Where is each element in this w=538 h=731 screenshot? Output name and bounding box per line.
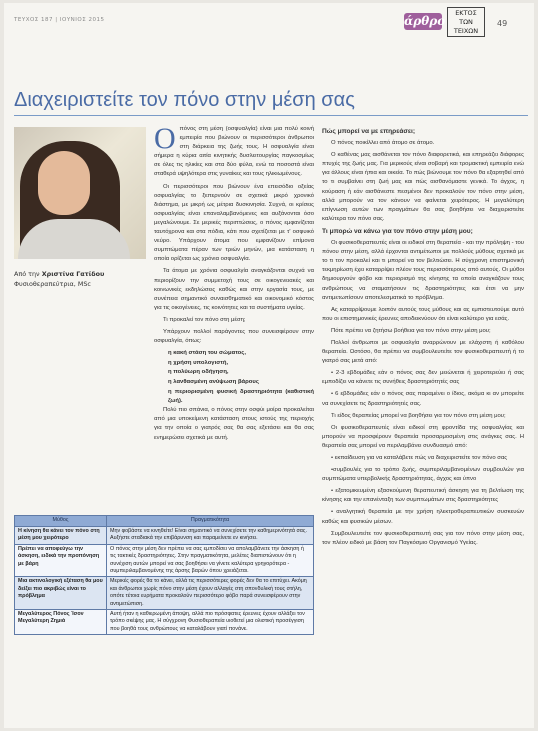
paragraph: Οι φυσικοθεραπευτές είναι οι ειδικοί στη θεραπεία - και την πρόληψη - του πόνου στην μέση, αλλά έρχονται αντιμέτωποι με πολλούς μύθους σχετικά με το τι τον προκαλεί και τι μπορεί να τον βελτιώσει. Η σύγχρονη επιστημονική τεκμηρίωση έχει καταρρίψει πλέον τους περισσότερους από αυτούς. Οι μύθοι δημιουργούν φόβο και περιορισμό της κίνησης τα οποία αναγκάζουν τους ανθρώπους να σταματήσουν τις δραστηριότητες και έτσι να μην αντιμετωπίσουν αποτελεσματικά το πρόβλημα. <box>322 240 524 301</box>
article-title: Διαχειριστείτε τον πόνο στην μέση σας <box>14 89 355 111</box>
paragraph: •συμβουλές για το τρόπο ζωής, συμπεριλαμβανομένων συμβουλών για συμπτώματα υπερβολικής δραστηριότητας, άγχος και ύπνο <box>322 467 524 483</box>
reality-cell: Ο πόνος στην μέση δεν πρέπει να σας εμποδίσει να απολαμβάνετε την άσκηση ή τις τακτικές δραστηριότητες. Στην πραγματικότητα, μελέτες διαπιστώνουν ότι η συνέχιση αυτών μπορεί να σας βοηθήσει να γίνετε καλύτερα γρηγορότερα - συμπεριλαμβανομένης της άρσης βαρών όπου χρειάζεται. <box>107 544 314 577</box>
paragraph: πόνος στη μέση (οσφυαλγία) είναι μια πολύ κοινή εμπειρία που βιώνουν οι περισσότεροι άνθρωποι στη διάρκεια της ζωής τους. Η οσφυαλγία είναι σήμερα η κύρια αιτία κινητικής δυσλειτουργίας παγκοσμίως σε όλες τις ηλικίες και στα δύο φύλα, ενώ τα ποσοστά είναι σταθερά υψηλότερα στις γυναίκες και τους ηλικιωμένους. <box>154 126 314 178</box>
author-role: Φυσιοθεραπεύτρια, MSc <box>14 280 91 288</box>
page-number: 49 <box>497 19 508 28</box>
photo-face <box>38 151 90 215</box>
cause-item: η περιορισμένη φυσική δραστηριότητα (καθιστική ζωή). <box>168 388 314 404</box>
paragraph: Τα άτομα με χρόνια οσφυαλγία αναγκάζονται συχνά να περιορίζουν την συμμετοχή τους σε οικογενειακές και κοινωνικές εκδηλώσεις καθώς και στην εργασία τους, με συνέπεια σημαντικό συναισθηματικό και οικονομικό κόστος για τις οικογένειες, τις κοινότητες και τα συστήματα υγείας. <box>154 268 314 311</box>
author-name: Χριστίνα Γατίδου <box>41 270 105 278</box>
author-prefix: Από την <box>14 270 40 278</box>
table-header-row <box>15 516 314 527</box>
paragraph: Ας καταρρίψουμε λοιπόν αυτούς τους μύθους και ας εμπιστευτούμε αυτό που οι επιστημονικές έρευνες αποδεικνύουν ότι είναι καλύτερο για εσάς. <box>322 306 524 322</box>
paragraph: Οι περισσότεροι που βιώνουν ένα επεισόδιο οξείας οσφυαλγίας το ξεπερνούν σε σχετικά μικρό χρονικό διάστημα, με μικρή ως μέτρια δυσκινησία. Συχνά, οι κρίσεις οσφυαλγίας είναι επαναλαμβανόμενες και αυξάνονται όσο μεγαλώνουμε. Σε μερικές περιπτώσεις, ο πόνος εμφανίζεται ταυτόχρονα και στα πόδια, κάτι που σχετίζεται με τ' οσφυικό νεύρο. Υπάρχουν άτομα που εμφανίζουν επίμονα συμπτώματα πέραν των τριών μηνών, μια κατάσταση η οποία ορίζεται ως χρόνια οσφυαλγία. <box>154 183 314 263</box>
table-row <box>15 610 314 635</box>
article-column-2 <box>322 125 524 721</box>
section-line: ΤΩΝ <box>459 18 473 26</box>
section-brand-badge: άρθρο <box>404 14 446 28</box>
subheading: Τι μπορώ να κάνω για τον πόνο στην μέση μου; <box>322 227 473 235</box>
subheading: Πώς μπορεί να με επηρεάσει; <box>322 128 416 135</box>
magazine-page <box>4 3 534 728</box>
paragraph: Πολύ πιο σπάνια, ο πόνος στην οσφύι μοίρα προκαλείται από μια υποκείμενη κατάσταση στους ιστούς της περιοχής για την οποία ο γιατρός σας θα σας εξετάσει και θα σας ενημερώσει σχετικά με αυτή. <box>154 407 314 441</box>
paragraph: Υπάρχουν πολλοί παράγοντες που συνεισφέρουν στην οσφυαλγία, όπως: <box>154 328 314 345</box>
table-row <box>15 544 314 577</box>
author-credit <box>14 269 154 289</box>
cause-item: η κακή στάση του σώματος, <box>168 350 246 357</box>
table-row <box>15 527 314 545</box>
section-logo-box <box>447 7 485 37</box>
paragraph: Οι φυσικοθεραπευτές είναι ειδικοί στη φροντίδα της οσφυαλγίας και μπορούν να προσφέρουν θεραπεία προσαρμοσμένη στις ανάγκες σας. Η θεραπεία σας μπορεί να περιλαμβάνει συνδυασμό από: <box>322 424 524 449</box>
dropcap: Ο <box>154 125 176 155</box>
myth-cell: Η κίνηση θα κάνει τον πόνο στη μέση μου χειρότερο <box>15 527 107 545</box>
author-photo <box>14 127 146 259</box>
paragraph: Τι είδος θεραπείας μπορεί να βοηθήσει για τον πόνο στη μέση μου; <box>331 412 506 419</box>
paragraph: • εξατομικευμένη εξασκούμενη θεραπευτική άσκηση για τη βελτίωση της κίνησης και την επανένταξη των συμπτωμάτων στις δραστηριότητες <box>322 488 524 504</box>
myth-cell: Μεγαλύτερος Πόνος Ίσον Μεγαλύτερη Ζημιά <box>15 610 107 635</box>
section-line: ΕΚΤΟΣ <box>455 9 477 17</box>
header-reality: Πραγματικότητα <box>107 516 314 527</box>
myth-reality-table <box>14 515 314 635</box>
paragraph: Ο πόνος ποικίλλει από άτομο σε άτομο. <box>331 140 435 147</box>
header-myth: Μύθος <box>15 516 107 527</box>
paragraph: Συμβουλευτείτε τον φυσικοθεραπευτή σας για τον πόνο στην μέση σας, τον πλέον ειδικό με βάση τον Παγκόσμιο Οργανισμό Υγείας. <box>322 530 524 546</box>
article-column-1 <box>154 125 314 511</box>
paragraph: • εκπαίδευση για να καταλάβετε πώς να διαχειριστείτε τον πόνο σας <box>331 455 508 461</box>
table-row <box>15 577 314 610</box>
paragraph: Πολλοί άνθρωποι με οσφυαλγία αναρρώνουν με ελάχιστη ή καθόλου θεραπεία. Ωστόσο, θα πρέπει να συμβουλευτείτε τον φυσικοθεραπευτή ή το γιατρό σας μετά από: <box>322 339 524 365</box>
cause-item: η πολύωρη οδήγηση, <box>168 369 229 376</box>
paragraph: Τι προκαλεί τον πόνο στη μέση; <box>163 316 246 323</box>
paragraph: • αναλγητική θεραπεία με την χρήση ηλεκτροθεραπευτικών συσκευών καθώς και φυσικών μέσων. <box>322 509 524 525</box>
reality-cell: Μην φοβάστε να κινηθείτε! Είναι σημαντικό να συνεχίσετε την καθημερινότητά σας. Αυξήστε σταδιακά την επιβάρυνση και παραμείνετε εν κινήσει. <box>107 527 314 545</box>
cause-item: η λανθασμένη ανύψωση βάρους <box>168 378 259 385</box>
issue-info: ΤΕΥΧΟΣ 187 | ΙΟΥΝΙΟΣ 2015 <box>14 17 105 23</box>
section-line: ΤΕΙΧΩΝ <box>453 27 479 35</box>
title-rule <box>14 115 528 116</box>
reality-cell: Μερικές φορές θα το κάνει, αλλά τις περισσότερες φορές δεν θα το επιτύχει. Ακόμη και άνθρωποι χωρίς πόνο στην μέση έχουν αλλαγές στη σπονδυλική τους στήλη, οπότε τέτοια ευρήματα προκαλούν περισσότερο φόβο παρά συνεισφέρουν στην αντιμετώπιση. <box>107 577 314 610</box>
cause-item: η χρήση υπολογιστή, <box>168 359 229 366</box>
myth-cell: Μια ακτινολογική εξέταση θα μου δείξει πιο ακριβώς είναι το πρόβλημα <box>15 577 107 610</box>
paragraph: Ο καθένας μας αισθάνεται τον πόνο διαφορετικά, και επηρεάζει διάφορες πτυχές της ζωής μας. Για μερικούς είναι σοβαρή και τρομακτική εμπειρία ενώ για άλλους είναι ήπια και οικεία. Το πώς βιώνουμε τον πόνο θα εξαρτηθεί από το τι συμβαίνει στη ζωή μας και πώς αισθανόμαστε γενικά. Το άγχος, η κούραση ή εάν αισθάνεστε πεσμένοι δεν προκαλούν τον πόνο στην μέση, αλλά μπορούν να τον κάνουν να φαίνεται χειρότερος. Η μεγαλύτερη επίγνωση αυτών των πραγμάτων θα σας βοηθήσει να διαχειριστείτε καλύτερα τον πόνο σας. <box>322 152 524 222</box>
reality-cell: Αυτή ήταν η καθιερωμένη άποψη, αλλά πιο πρόσφατες έρευνες έχουν αλλάξει τον τρόπο σκέψης μας. Η σύγχρονη Φυσιοθεραπεία υιοθετεί μια ολιστική προσέγγιση που βοηθά τους ανθρώπους να καταλάβουν γιατί πονάνε. <box>107 610 314 635</box>
myth-cell: Πρέπει να αποφεύγω την άσκηση, ειδικά την προπόνηση με βάρη <box>15 544 107 577</box>
paragraph: • 6 εβδομάδες εάν ο πόνος σας παραμένει ο ίδιος, ακόμα κι αν μπορείτε να συνεχίσετε τις δραστηριότητές σας. <box>322 391 524 407</box>
paragraph: Πότε πρέπει να ζητήσω βοήθεια για τον πόνο στην μέση μου; <box>331 327 491 334</box>
paragraph: • 2-3 εβδομάδες εάν ο πόνος σας δεν μειώνεται ή χειροτερεύει ή σας εμποδίζει να κάνετε τις συνήθεις δραστηριότητές σας <box>322 370 524 386</box>
